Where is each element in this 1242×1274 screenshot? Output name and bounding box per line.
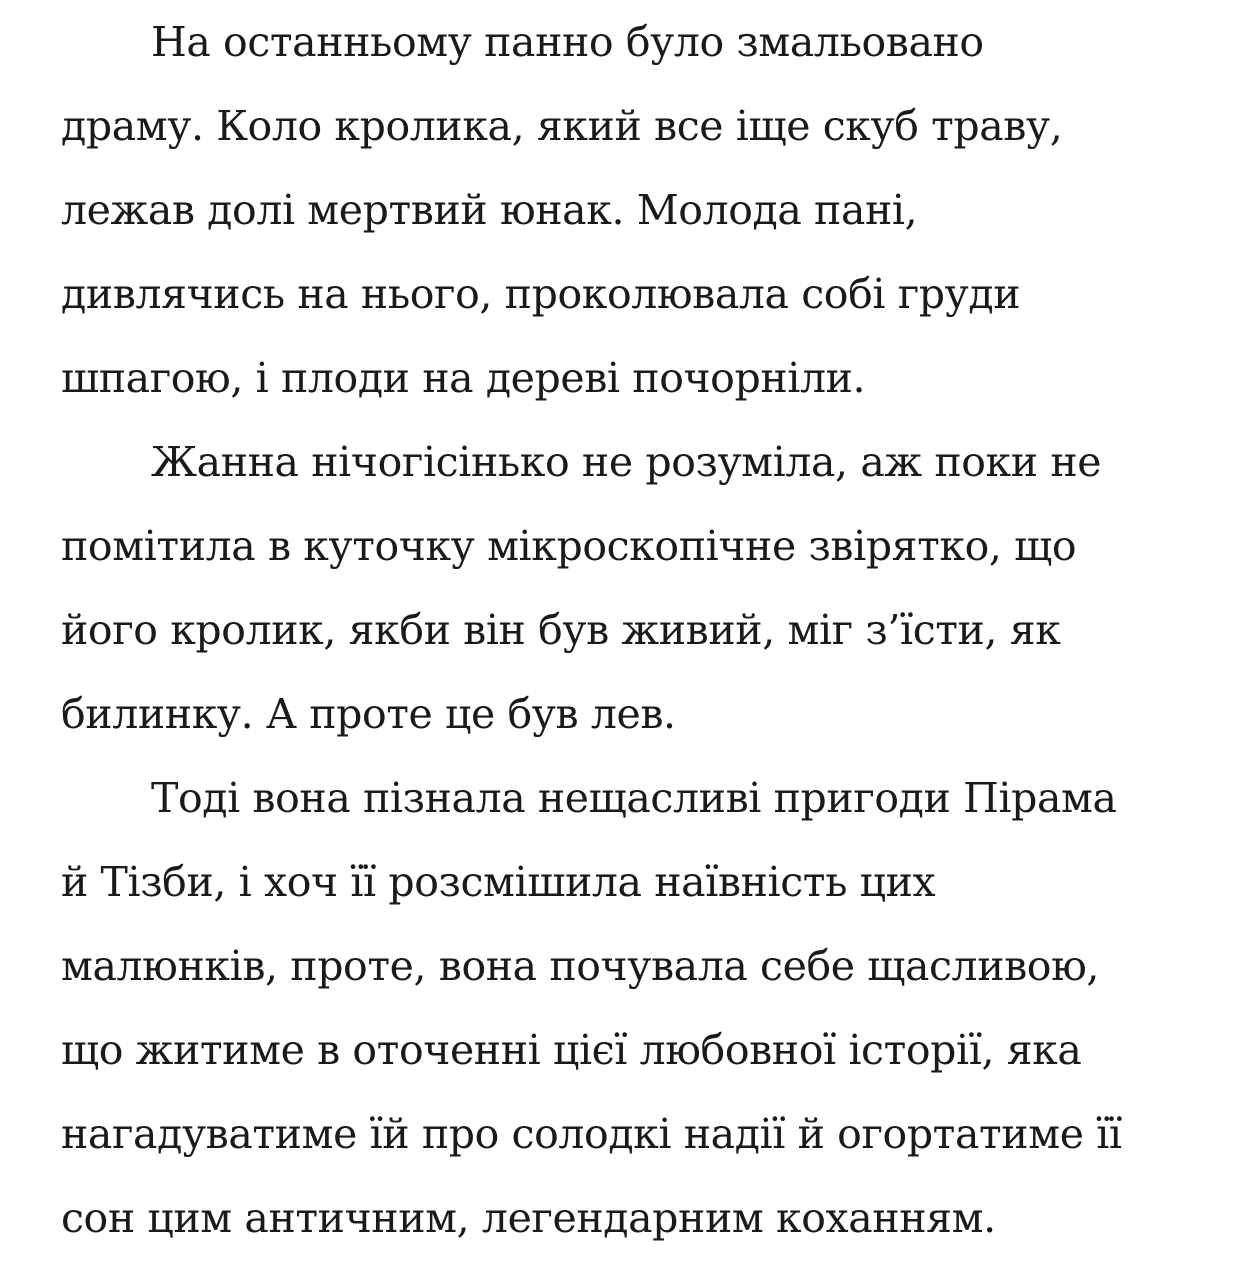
- text-line: нагадуватиме їй про солодкі надії й огортатиме її: [61, 1110, 1122, 1158]
- text-line: Тоді вона пізнала нещасливі пригоди Пірама: [151, 774, 1117, 822]
- text-line: драму. Коло кролика, який все іще скуб траву,: [61, 102, 1063, 150]
- text-line: лежав долі мертвий юнак. Молода пані,: [61, 186, 918, 234]
- document-page: [61, 0, 1191, 1260]
- paragraph-3: [61, 756, 1191, 1260]
- paragraph-1: [61, 0, 1191, 420]
- text-line: що житиме в оточенні цієї любовної історії, яка: [61, 1026, 1082, 1074]
- text-line: помітила в куточку мікроскопічне звірятко, що: [61, 522, 1077, 570]
- paragraph-2: [61, 420, 1191, 756]
- text-line: його кролик, якби він був живий, міг з’їсти, як: [61, 606, 1061, 654]
- text-line: малюнків, проте, вона почувала себе щасливою,: [61, 942, 1100, 990]
- text-line: дивлячись на нього, проколювала собі груди: [61, 270, 1021, 318]
- text-line: На останньому панно було змальовано: [151, 18, 984, 66]
- text-line: сон цим античним, легендарним коханням.: [61, 1194, 996, 1242]
- text-line: Жанна нічогісінько не розуміла, аж поки не: [151, 438, 1102, 486]
- text-line: билинку. А проте це був лев.: [61, 690, 676, 738]
- text-line: шпагою, і плоди на дереві почорніли.: [61, 354, 866, 402]
- text-line: й Тізби, і хоч її розсмішила наївність цих: [61, 858, 936, 906]
